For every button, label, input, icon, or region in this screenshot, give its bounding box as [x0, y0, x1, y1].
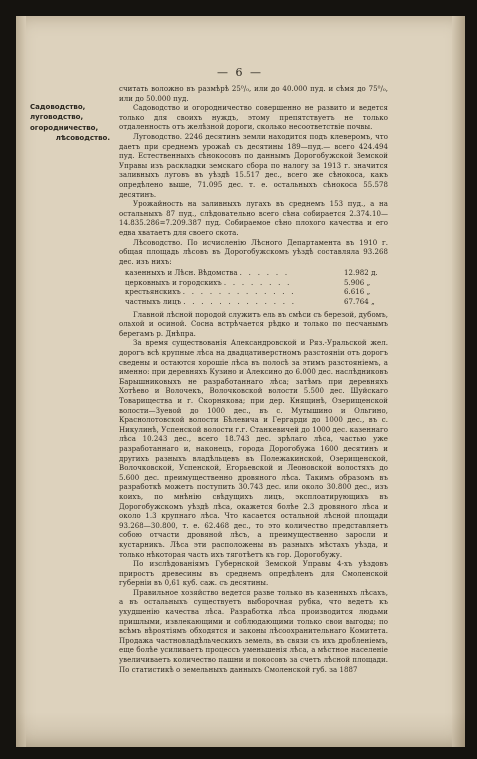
list-item-name: крестьянскихъ: [125, 288, 181, 297]
paragraph-forest-holdings: За время существованія Александровской и Ряз.-Уральской жел. дорогъ всѣ крупные лѣса на двадцативерстномъ разстояніи отъ дорогъ сведены и остаются хорошіе лѣса въ полосѣ за этимъ разстояніемъ, а именно: при деревняхъ Кузино и Алексино до 6.000 дес. наслѣдниковъ Барышниковыхъ не разработаннаго лѣса; затѣмъ при деревняхъ Хотѣево и Волочекъ, Волочковской волости 5.500 дес. Шуйскаго Товарищества и г. Скорнякова; при дер. Княщинѣ, Озерищенской волости—Зуевой до 1000 дес., въ с. Мутышино и Ольгино, Краснолотовской волости Бѣлевича и Гергарди до 1000 дес., въ с. Никулинѣ, Успенской волости г.г. Станкевичей до 1000 дес. казеннаго лѣса 10.243 дес., всего 18.743 дес. зрѣлаго лѣса, частью уже разработаннаго и, наконецъ, города Дорогобужа 1600 десятинъ и другихъ разныхъ владѣльцевъ въ Полежакинской, Озерищенской, Волочковской, Успенской, Егорьевской и Леоновской волостяхъ до 5.600 дес. преимущественно дровяного лѣса. Такимъ образомъ въ разработкѣ можетъ поступить 30.743 дес. или около 30.800 дес., изъ коихъ, по мнѣнію свѣдущихъ лицъ, эксплоатирующихъ въ Дорогобужскомъ уѣздѣ лѣса, окажется болѣе 2.3 дровяного лѣса и около 1.3 крупнаго лѣса. Что касается остальной лѣсной площади 93.268—30.800, т. е. 62.468 дес., то это количество представляетъ собою отчасти дровяной лѣсъ, а преимущественно заросли и кустарникъ. Лѣса эти расположены въ разныхъ мѣстахъ уѣзда, и только нѣкоторая часть ихъ тяготѣетъ къ гор. Дорогобужу.: [119, 339, 388, 559]
paragraph-growth-rate: По изслѣдованіямъ Губернской Земской Управы 4-хъ уѣздовъ приростъ древесины въ среднемъ опредѣленъ для Смоленской губерніи въ 0,61 куб. саж. съ десятины.: [119, 560, 388, 588]
page-right-edge: [452, 16, 465, 747]
list-item-name: церковныхъ и городскихъ: [125, 278, 222, 287]
dot-leader: . . . . . . . .: [223, 278, 292, 287]
page-number: — 6 —: [217, 66, 263, 79]
dot-leader: . . . . . . . . . . . . .: [183, 298, 297, 307]
list-item-name: частныхъ лицъ: [125, 298, 182, 307]
paragraph-meadows: Луговодство. 2246 десятинъ земли находится подъ клеверомъ, что даетъ при среднемъ урожаѣ съ десятины 189—пуд.— всего 424.494 пуд. Естественныхъ сѣнокосовъ по даннымъ Дорогобужской Земской Управы изъ раскладки земскаго сбора по налогу за 1913 г. значится заливныхъ луговъ въ уѣздѣ 15.517 дес., всего же сѣнокоса, какъ опредѣлено выше, 71.095 дес. т. е. остальныхъ сѣнокоса 55.578 десятинъ.: [119, 132, 388, 199]
list-item: [119, 298, 388, 308]
paragraph-forestry: Лѣсоводство. По исчисленію Лѣсного Департамента въ 1910 г. общая площадь лѣсовъ въ Дорогобужскомъ уѣздѣ составляла 93.268 дес. изъ нихъ:: [119, 238, 388, 266]
dot-leader: . . . . . .: [239, 269, 290, 278]
list-item-value: 12.982 д.: [344, 269, 378, 278]
list-item-value: 6.616 „: [344, 288, 371, 297]
paragraph-continuation: считать воложно въ размѣрѣ 25⁰/₀, или до 40.000 пуд. и сѣмя до 75⁰/₀, или до 50.000 пуд.: [119, 85, 388, 103]
list-item-value: 67.764 „: [344, 298, 375, 307]
paragraph-hay-yield: Урожайность на заливныхъ лугахъ въ среднемъ 153 пуд., а на остальныхъ 87 пуд., слѣдовательно всего сѣна собирается 2.374.10—14.835.286=7.209.387 пуд. Собираемое сѣно плохого качества и его едва хватаетъ для своего скота.: [119, 200, 388, 237]
page-bottom-shading: [16, 712, 465, 747]
forest-area-list: [119, 269, 388, 307]
paragraph-gardening: Садоводство и огородничество совершенно не развито и ведется только для своихъ нуждъ, этому препятствуетъ не только отдаленность отъ желѣзной дороги, сколько несоответствіе почвы.: [119, 104, 388, 132]
list-item-name: казенныхъ и Лѣсн. Вѣдомства: [125, 269, 238, 278]
body-text: [119, 85, 388, 675]
dot-leader: . . . . . . . . . . . . .: [182, 288, 296, 297]
list-item: [119, 269, 388, 279]
paragraph-forest-management: Правильное хозяйство ведется разве только въ казенныхъ лѣсахъ, а въ остальныхъ существуетъ выборочная рубка, что ведетъ къ ухудшенію качества лѣса. Разработка лѣса производится людьми пришлыми, извлекающими и соблюдающими только свои выгоды; по всѣмъ вѣроятіямъ обходятся и законы лѣсоохранительнаго Комитета. Продажа частновладѣльческихъ земель, въ связи съ ихъ дробленіемъ, еще болѣе усиливаетъ процессъ уменьшенія лѣса, а мѣстное населеніе увеличиваетъ количество пашни и покосовъ за счетъ лѣсной площади. По статистикѣ о земельныхъ данныхъ Смоленской губ. за 1887: [119, 588, 388, 674]
page-left-edge: [16, 16, 26, 747]
list-item-value: 5.906 „: [344, 278, 371, 287]
paragraph-tree-species: Главной лѣсной породой служитъ ель въ смѣси съ березой, дубомъ, ольхой и осиной. Сосна встрѣчается рѣдко и только по песчанымъ берегамъ р. Днѣпра.: [119, 310, 388, 338]
margin-sidenote: Садоводство, луговодство, огородничество, лѣсоводство.: [30, 103, 110, 143]
list-item: [119, 288, 388, 298]
list-item: [119, 279, 388, 289]
